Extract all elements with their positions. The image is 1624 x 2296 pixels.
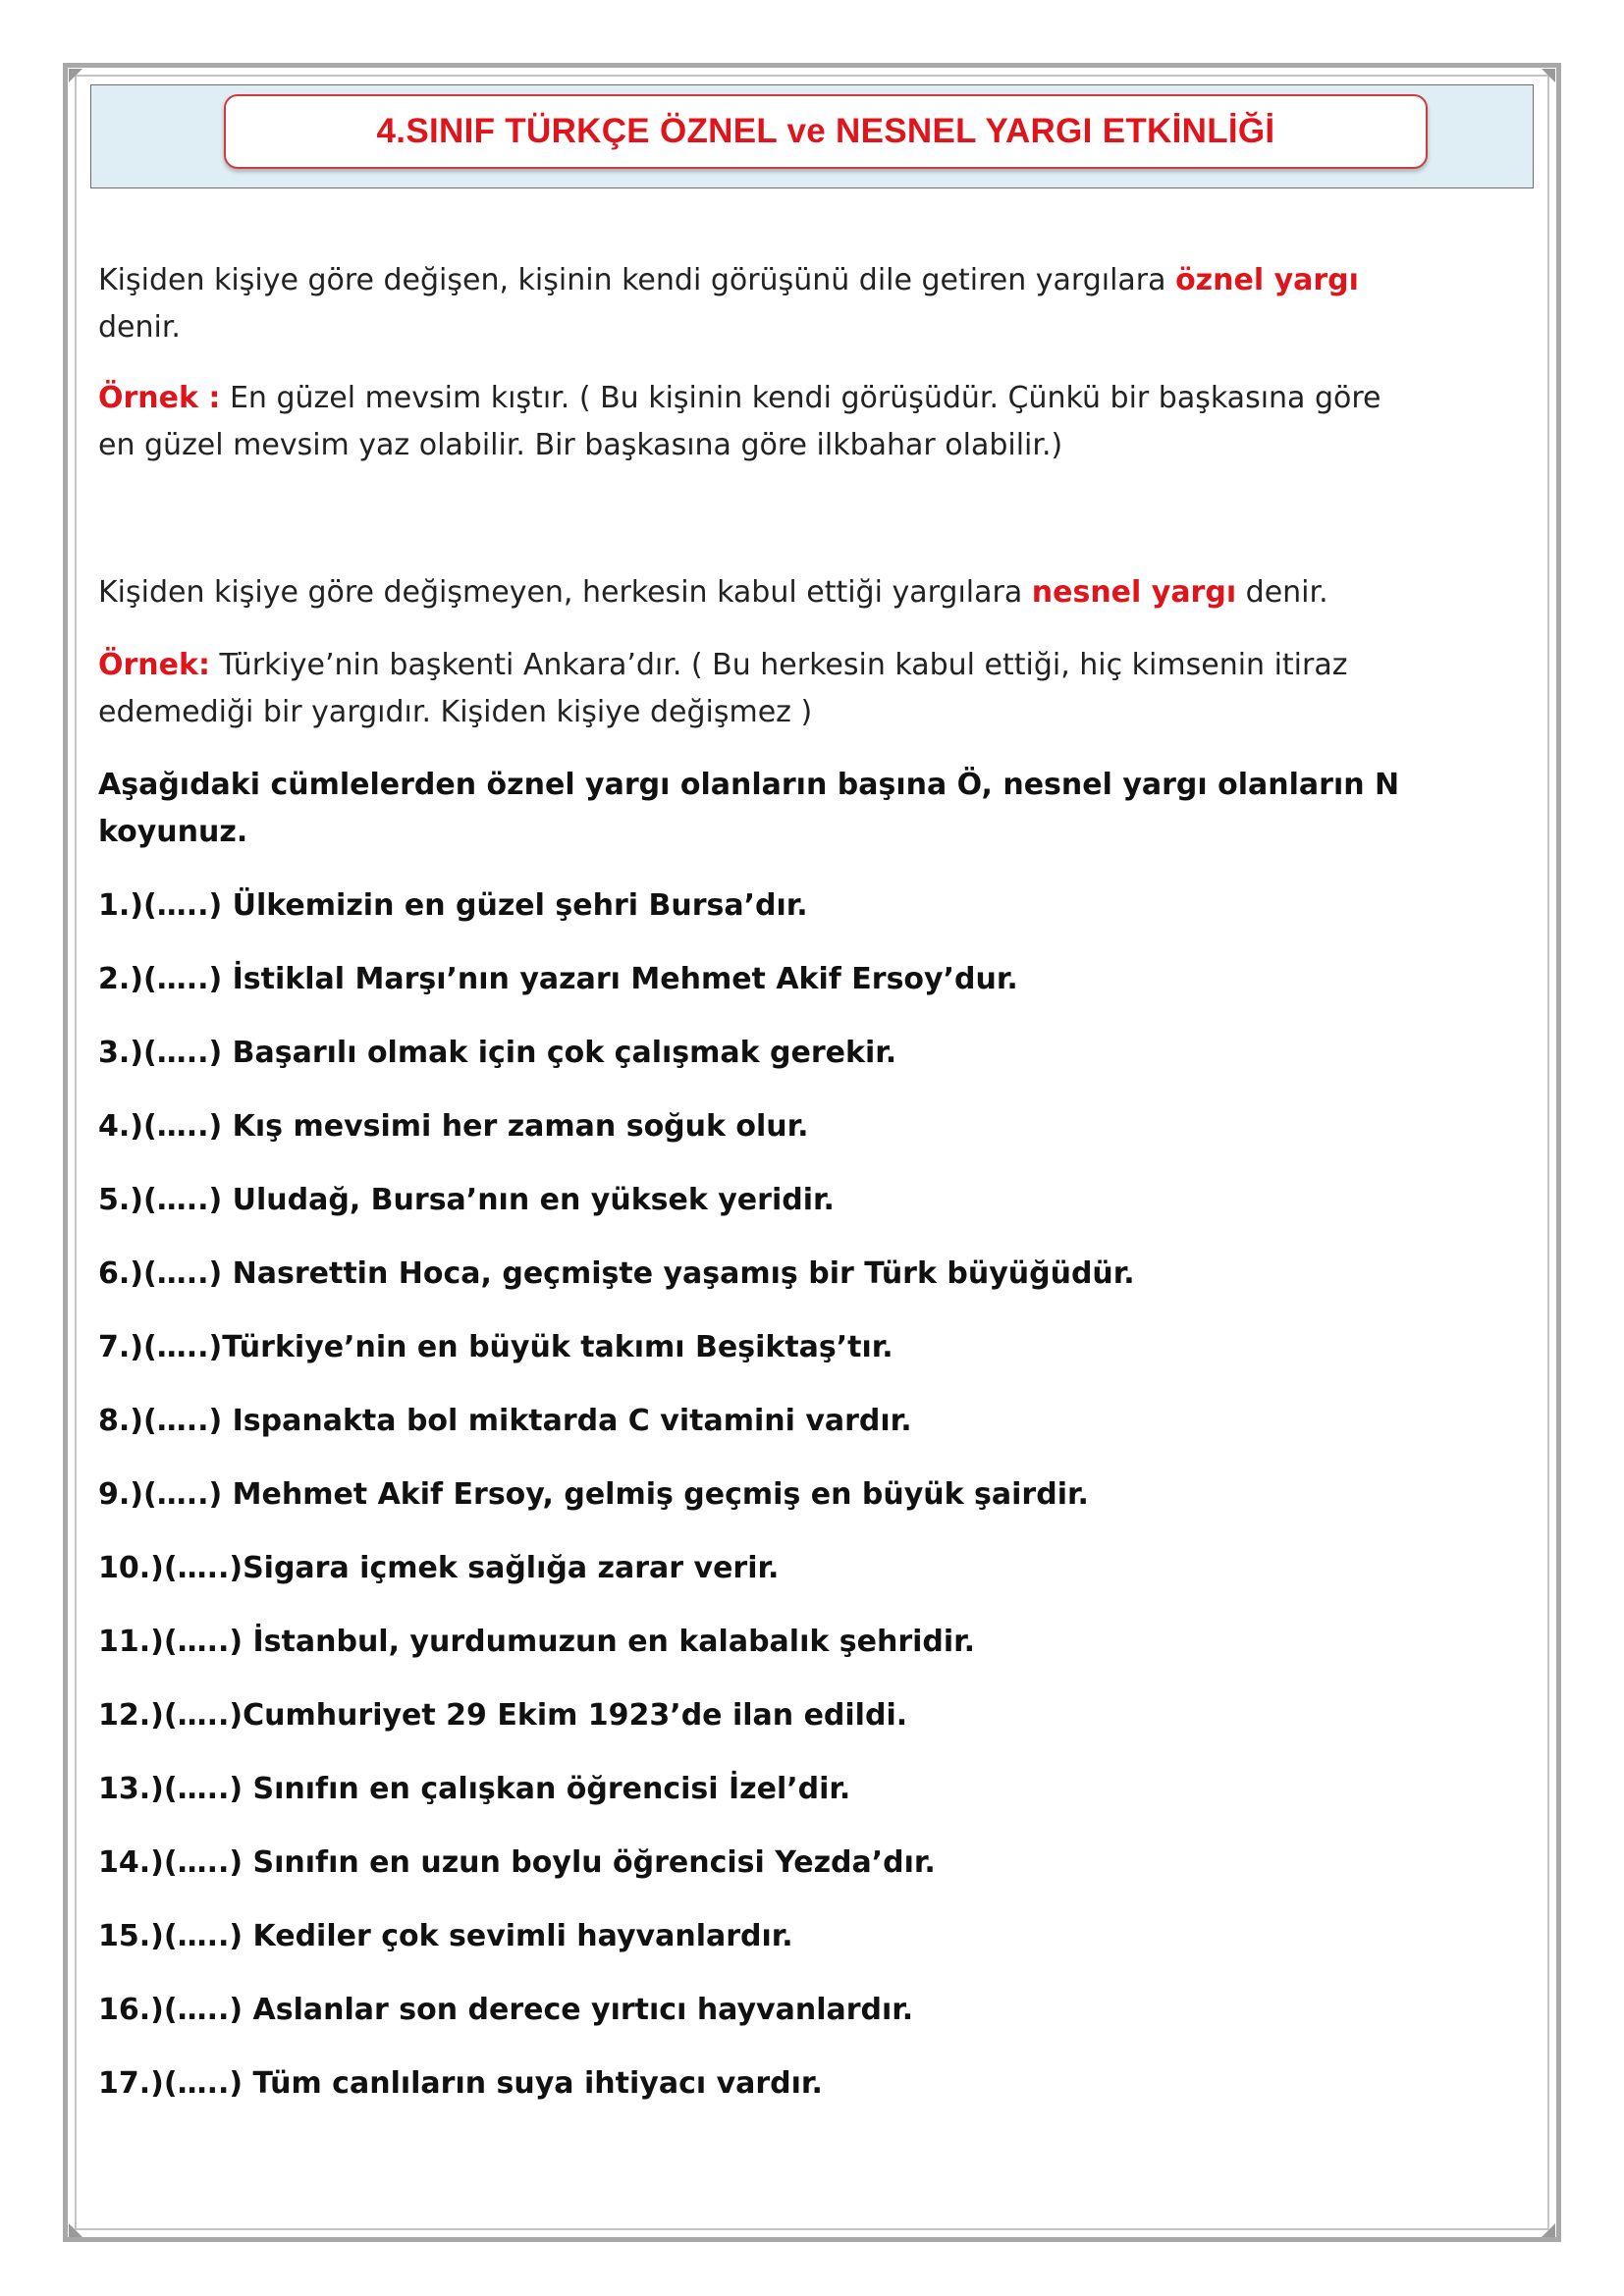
- question-item: 16.)(…..) Aslanlar son derece yırtıcı hayvanlardır.: [98, 1993, 914, 2027]
- nesnel-term: nesnel yargı: [1031, 575, 1237, 610]
- example-label: Örnek:: [98, 648, 210, 682]
- worksheet-content: [98, 257, 1512, 2134]
- question-item: 12.)(…..)Cumhuriyet 29 Ekim 1923’de ilan edildi.: [98, 1698, 908, 1733]
- question-list: [98, 882, 1512, 2134]
- nesnel-example-text: Türkiye’nin başkenti Ankara’dır. ( Bu herkesin kabul ettiği, hiç kimsenin itiraz: [209, 648, 1348, 682]
- nesnel-example-text-2: edemediği bir yargıdır. Kişiden kişiye değişmez ): [98, 695, 813, 729]
- nesnel-example: [98, 642, 1512, 736]
- question-item: 8.)(…..) Ispanakta bol miktarda C vitamini vardır.: [98, 1404, 912, 1438]
- question-item: 11.)(…..) İstanbul, yurdumuzun en kalabalık şehridir.: [98, 1625, 976, 1659]
- question-item: 6.)(…..) Nasrettin Hoca, geçmişte yaşamış bir Türk büyüğüdür.: [98, 1256, 1135, 1291]
- question-item: 1.)(…..) Ülkemizin en güzel şehri Bursa’dır.: [98, 888, 808, 923]
- question-item: 14.)(…..) Sınıfın en uzun boylu öğrencisi Yezda’dır.: [98, 1845, 936, 1880]
- question-item: 5.)(…..) Uludağ, Bursa’nın en yüksek yeridir.: [98, 1183, 835, 1217]
- question-item: 4.)(…..) Kış mevsimi her zaman soğuk olur.: [98, 1109, 809, 1144]
- question-item: 13.)(…..) Sınıfın en çalışkan öğrencisi İzel’dir.: [98, 1772, 851, 1806]
- question-item: 2.)(…..) İstiklal Marşı’nın yazarı Mehmet Akif Ersoy’dur.: [98, 962, 1018, 996]
- oznel-definition-text: Kişiden kişiye göre değişen, kişinin kendi görüşünü dile getiren yargılara: [98, 263, 1176, 297]
- oznel-definition-end: denir.: [98, 310, 181, 345]
- question-item: 15.)(…..) Kediler çok sevimli hayvanlardır.: [98, 1919, 793, 1953]
- page-title: 4.SINIF TÜRKÇE ÖZNEL ve NESNEL YARGI ETKİNLİĞİ: [376, 112, 1275, 150]
- nesnel-definition-text: Kişiden kişiye göre değişmeyen, herkesin kabul ettiği yargılara: [98, 575, 1032, 610]
- instruction: Aşağıdaki cümlelerden öznel yargı olanların başına Ö, nesnel yargı olanların N koyunuz.: [98, 768, 1400, 849]
- question-item: 7.)(…..)Türkiye’nin en büyük takımı Beşiktaş’tır.: [98, 1330, 893, 1364]
- oznel-definition: [98, 257, 1512, 351]
- corner-ornament: [69, 2223, 82, 2237]
- nesnel-definition-end: denir.: [1236, 575, 1328, 610]
- question-item: 9.)(…..) Mehmet Akif Ersoy, gelmiş geçmiş en büyük şairdir.: [98, 1477, 1089, 1512]
- corner-ornament: [1542, 69, 1555, 82]
- oznel-example-text-2: en güzel mevsim yaz olabilir. Bir başkasına göre ilkbahar olabilir.): [98, 428, 1063, 462]
- oznel-example: [98, 375, 1512, 469]
- nesnel-definition: [98, 569, 1512, 616]
- corner-ornament: [69, 69, 82, 82]
- example-label: Örnek :: [98, 381, 221, 415]
- question-item: 3.)(…..) Başarılı olmak için çok çalışmak gerekir.: [98, 1036, 897, 1070]
- corner-ornament: [1542, 2223, 1555, 2237]
- oznel-example-text: En güzel mevsim kıştır. ( Bu kişinin kendi görüşüdür. Çünkü bir başkasına göre: [220, 381, 1381, 415]
- oznel-term: öznel yargı: [1175, 263, 1359, 297]
- question-item: 10.)(…..)Sigara içmek sağlığa zarar verir.: [98, 1551, 780, 1585]
- question-item: 17.)(…..) Tüm canlıların suya ihtiyacı vardır.: [98, 2066, 823, 2101]
- title-box: [224, 94, 1428, 169]
